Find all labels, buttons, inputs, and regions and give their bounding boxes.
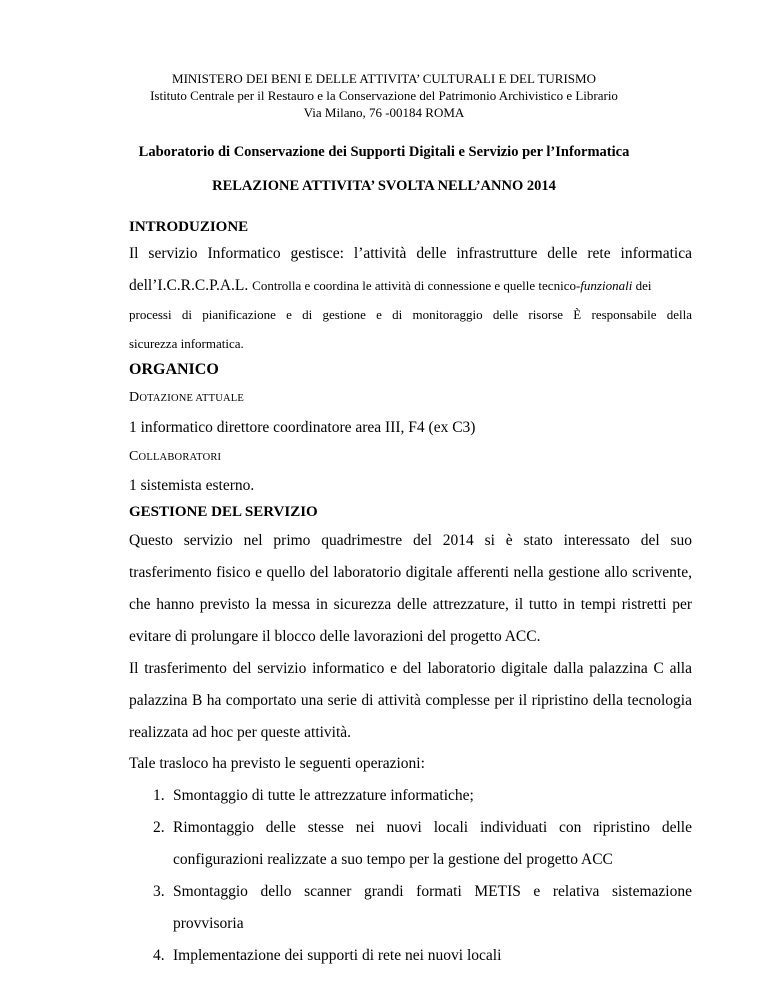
intro-line-1: Il servizio Informatico gestisce: l’attività delle infrastrutture delle rete informatica xyxy=(129,245,692,262)
collaboratori-text: 1 sistemista esterno. xyxy=(129,477,255,494)
intro-heading: INTRODUZIONE xyxy=(129,219,249,235)
institute-name: Istituto Centrale per il Restauro e la Conservazione del Patrimonio Archivistico e Librario xyxy=(150,88,618,103)
gestione-heading: GESTIONE DEL SERVIZIO xyxy=(129,504,318,520)
list-item-4-number: 4. xyxy=(153,947,165,964)
list-item-2-text-1: Rimontaggio delle stesse nei nuovi locali individuati con ripristino delle xyxy=(173,819,692,836)
list-item-2-number: 2. xyxy=(153,819,165,836)
intro-line-2-text: Controlla e coordina le attività di connessione e quelle tecnico-funzionali dei xyxy=(252,278,652,293)
list-item-2-text-2: configurazioni realizzate a suo tempo per la gestione del progetto ACC xyxy=(173,851,613,868)
organico-heading: ORGANICO xyxy=(129,361,219,378)
lab-title: Laboratorio di Conservazione dei Supporti Digitali e Servizio per l’Informatica xyxy=(138,144,630,160)
list-item-3-text-1: Smontaggio dello scanner grandi formati METIS e relativa sistemazione xyxy=(173,883,692,900)
gestione-p1-line-1: Questo servizio nel primo quadrimestre del 2014 si è stato interessato del suo xyxy=(129,532,692,549)
gestione-p1-line-2: trasferimento fisico e quello del laboratorio digitale afferenti nella gestione allo scrivente, xyxy=(129,564,692,581)
dotazione-text: 1 informatico direttore coordinatore area III, F4 (ex C3) xyxy=(129,419,476,436)
institute-address: Via Milano, 76 -00184 ROMA xyxy=(303,105,465,120)
gestione-p1-line-3: che hanno previsto la messa in sicurezza delle attrezzature, il tutto in tempi ristretti per xyxy=(129,596,692,613)
list-item-1-text: Smontaggio di tutte le attrezzature informatiche; xyxy=(173,787,474,804)
intro-acronym: dell’I.C.R.C.P.A.L. xyxy=(129,277,249,294)
gestione-p1-line-4: evitare di prolungare il blocco delle lavorazioni del progetto ACC. xyxy=(129,628,541,645)
gestione-p2-line-2: palazzina B ha comportato una serie di attività complesse per il ripristino della tecnologia xyxy=(129,692,692,709)
collaboratori-label: COLLABORATORI xyxy=(129,449,222,464)
intro-line-2 xyxy=(129,277,651,295)
list-item-3-text-2: provvisoria xyxy=(173,915,244,932)
list-item-1-number: 1. xyxy=(153,787,165,804)
ministry-name: MINISTERO DEI BENI E DELLE ATTIVITA’ CULTURALI E DEL TURISMO xyxy=(172,71,596,86)
gestione-p3: Tale trasloco ha previsto le seguenti operazioni: xyxy=(129,755,425,772)
gestione-p2-line-3: realizzata ad hoc per queste attività. xyxy=(129,724,352,741)
intro-line-3: processi di pianificazione e di gestione e di monitoraggio delle risorse È responsabile della xyxy=(129,307,692,322)
list-item-4-text: Implementazione dei supporti di rete nei nuovi locali xyxy=(173,947,502,964)
dotazione-label: DOTAZIONE ATTUALE xyxy=(129,390,245,405)
list-item-3-number: 3. xyxy=(153,883,165,900)
report-title: RELAZIONE ATTIVITA’ SVOLTA NELL’ANNO 2014 xyxy=(212,178,556,194)
gestione-p2-line-1: Il trasferimento del servizio informatico e del laboratorio digitale dalla palazzina C alla xyxy=(129,660,692,677)
intro-line-4: sicurezza informatica. xyxy=(129,336,244,351)
